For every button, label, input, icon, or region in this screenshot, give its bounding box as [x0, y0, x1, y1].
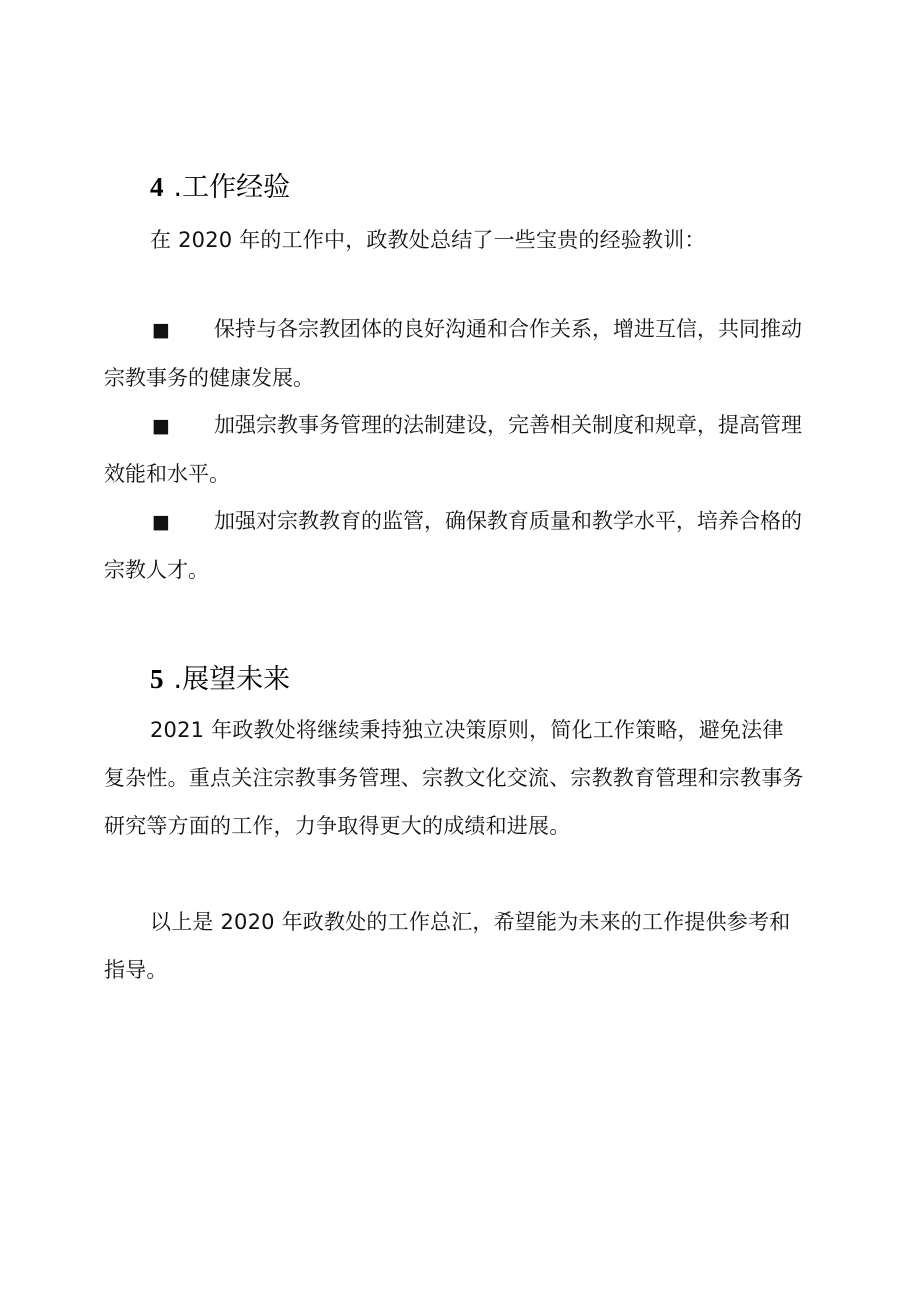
experience-item-1	[104, 305, 804, 402]
experience-item-text: 加强宗教事务管理的法制建设，完善相关制度和规章，提高管理效能和水平。	[104, 413, 802, 486]
section-4-intro: 在 2020 年的工作中，政教处总结了一些宝贵的经验教训：	[150, 228, 706, 252]
section-4-title: .工作经验	[173, 172, 291, 203]
bullet-marker: ■	[152, 511, 170, 533]
experience-item-2	[104, 401, 804, 498]
section-5-heading	[150, 662, 290, 697]
section-5-body: 2021 年政教处将继续秉持独立决策原则，简化工作策略，避免法律复杂性。重点关注宗教事务管理、宗教文化交流、宗教教育管理和宗教事务研究等方面的工作，力争取得更大的成绩和进展。	[104, 718, 804, 838]
section-4-number: 4	[150, 172, 164, 202]
section-5-number: 5	[150, 664, 164, 694]
experience-item-text: 保持与各宗教团体的良好沟通和合作关系，增进互信，共同推动宗教事务的健康发展。	[104, 317, 802, 390]
closing-paragraph: 以上是 2020 年政教处的工作总汇，希望能为未来的工作提供参考和指导。	[104, 910, 791, 982]
section-5-title: .展望未来	[173, 664, 291, 695]
section-4-heading	[150, 170, 290, 205]
bullet-marker: ■	[152, 415, 170, 437]
experience-item-text: 加强对宗教教育的监管，确保教育质量和教学水平，培养合格的宗教人才。	[104, 509, 802, 582]
experience-item-3	[104, 497, 804, 594]
bullet-marker: ■	[152, 319, 170, 341]
